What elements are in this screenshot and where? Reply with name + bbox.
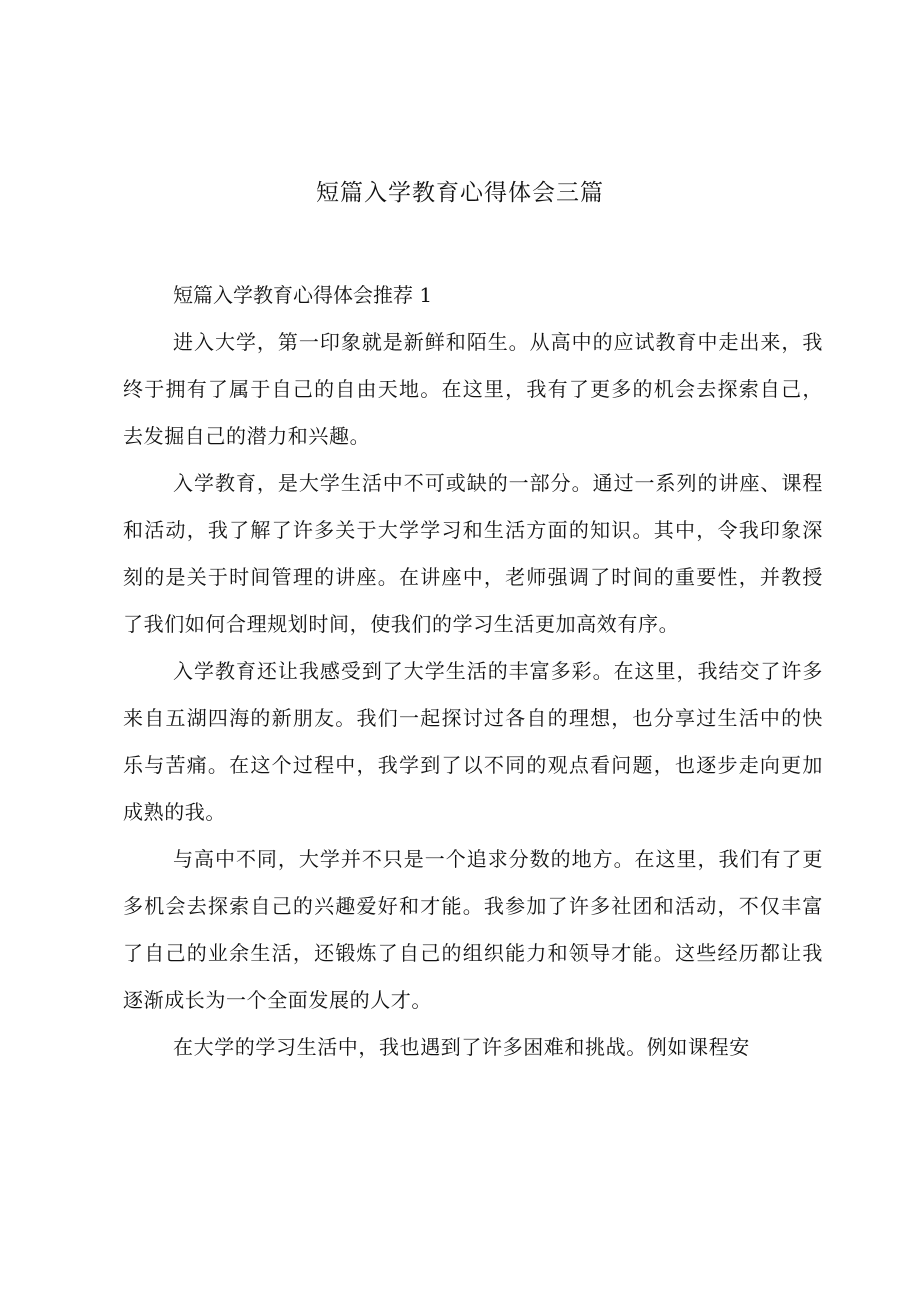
paragraph: 在大学的学习生活中，我也遇到了许多困难和挑战。例如课程安 [173,1035,750,1059]
paragraph: 入学教育还让我感受到了大学生活的丰富多彩。在这里，我结交了许多来自五湖四海的新朋友。我们一起探讨过各自的理想，也分享过生活中的快乐与苦痛。在这个过程中，我学到了以不同的观点看问题，也逐步走向更加成熟的我。 [123,659,823,824]
paragraph: 进入大学，第一印象就是新鲜和陌生。从高中的应试教育中走出来，我终于拥有了属于自己的自由天地。在这里，我有了更多的机会去探索自己，去发掘自己的潜力和兴趣。 [123,330,823,448]
paragraph: 与高中不同，大学并不只是一个追求分数的地方。在这里，我们有了更多机会去探索自己的兴趣爱好和才能。我参加了许多社团和活动，不仅丰富了自己的业余生活，还锻炼了自己的组织能力和领导才能。这些经历都让我逐渐成长为一个全面发展的人才。 [123,847,823,1012]
document-body [123,274,823,1071]
section-subtitle: 短篇入学教育心得体会推荐 1 [173,283,433,307]
paragraph: 入学教育，是大学生活中不可或缺的一部分。通过一系列的讲座、课程和活动，我了解了许多关于大学学习和生活方面的知识。其中，令我印象深刻的是关于时间管理的讲座。在讲座中，老师强调了时间的重要性，并教授了我们如何合理规划时间，使我们的学习生活更加高效有序。 [123,471,823,636]
document-title: 短篇入学教育心得体会三篇 [316,180,604,206]
